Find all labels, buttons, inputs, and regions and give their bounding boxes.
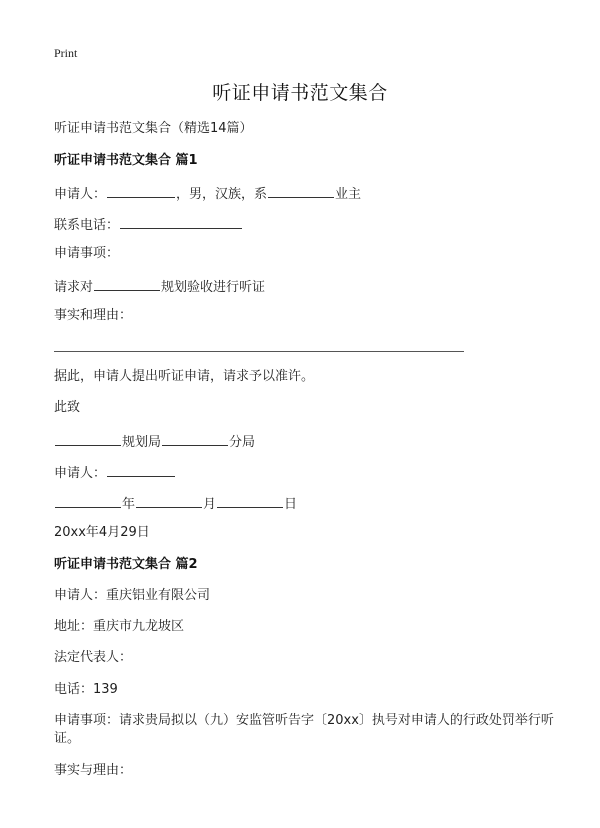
company-phone: 电话：139 bbox=[54, 682, 118, 697]
company-applicant: 申请人：重庆铝业有限公司 bbox=[54, 588, 211, 603]
bureau-text: 规划局 bbox=[122, 435, 162, 450]
section-heading-1: 听证申请书范文集合 篇1 bbox=[54, 153, 198, 168]
request-suffix: 规划验收进行听证 bbox=[161, 280, 266, 295]
bureau-blank bbox=[55, 431, 121, 446]
day-label: 日 bbox=[284, 497, 298, 512]
signer-line bbox=[54, 462, 176, 483]
hearing-matter: 申请事项：请求贵局拟以（九）安监管听告字〔20xx〕执号对申请人的行政处罚举行听证。 bbox=[54, 713, 554, 746]
month-label: 月 bbox=[203, 497, 217, 512]
facts-rule-divider bbox=[54, 351, 464, 352]
branch-blank bbox=[162, 431, 228, 446]
applicant-suffix-text: 业主 bbox=[335, 187, 362, 202]
print-label[interactable]: Print bbox=[54, 46, 78, 60]
applicant-mid-text: ，男，汉族，系 bbox=[176, 187, 268, 202]
applicant-employer-blank bbox=[268, 183, 334, 198]
facts-label: 事实和理由： bbox=[54, 308, 133, 323]
applicant-line bbox=[54, 183, 361, 204]
bureau-line bbox=[54, 431, 255, 452]
matter-label: 申请事项： bbox=[54, 246, 120, 261]
company-address: 地址：重庆市九龙坡区 bbox=[54, 619, 185, 634]
phone-line bbox=[54, 214, 243, 235]
year-label: 年 bbox=[122, 497, 136, 512]
facts-label-2: 事实与理由： bbox=[54, 763, 133, 778]
signer-label: 申请人： bbox=[54, 466, 107, 481]
intro-text: 听证申请书范文集合（精选14篇） bbox=[54, 121, 253, 136]
request-prefix: 请求对 bbox=[54, 280, 94, 295]
request-blank bbox=[94, 276, 160, 291]
signer-blank bbox=[107, 462, 175, 477]
phone-blank bbox=[120, 214, 242, 229]
applicant-label: 申请人： bbox=[54, 187, 107, 202]
salutation-text: 此致 bbox=[54, 400, 81, 415]
branch-text: 分局 bbox=[229, 435, 256, 450]
date-fill-line bbox=[54, 493, 297, 514]
request-line bbox=[54, 276, 265, 297]
date-text: 20xx年4月29日 bbox=[54, 525, 150, 540]
legal-representative: 法定代表人： bbox=[54, 650, 133, 665]
applicant-name-blank bbox=[107, 183, 175, 198]
day-blank bbox=[217, 493, 283, 508]
conclusion-text: 据此，申请人提出听证申请，请求予以准许。 bbox=[54, 369, 315, 384]
section-heading-2: 听证申请书范文集合 篇2 bbox=[54, 557, 198, 572]
month-blank bbox=[136, 493, 202, 508]
year-blank bbox=[55, 493, 121, 508]
phone-label: 联系电话： bbox=[54, 218, 120, 233]
page-title: 听证申请书范文集合 bbox=[212, 82, 388, 104]
